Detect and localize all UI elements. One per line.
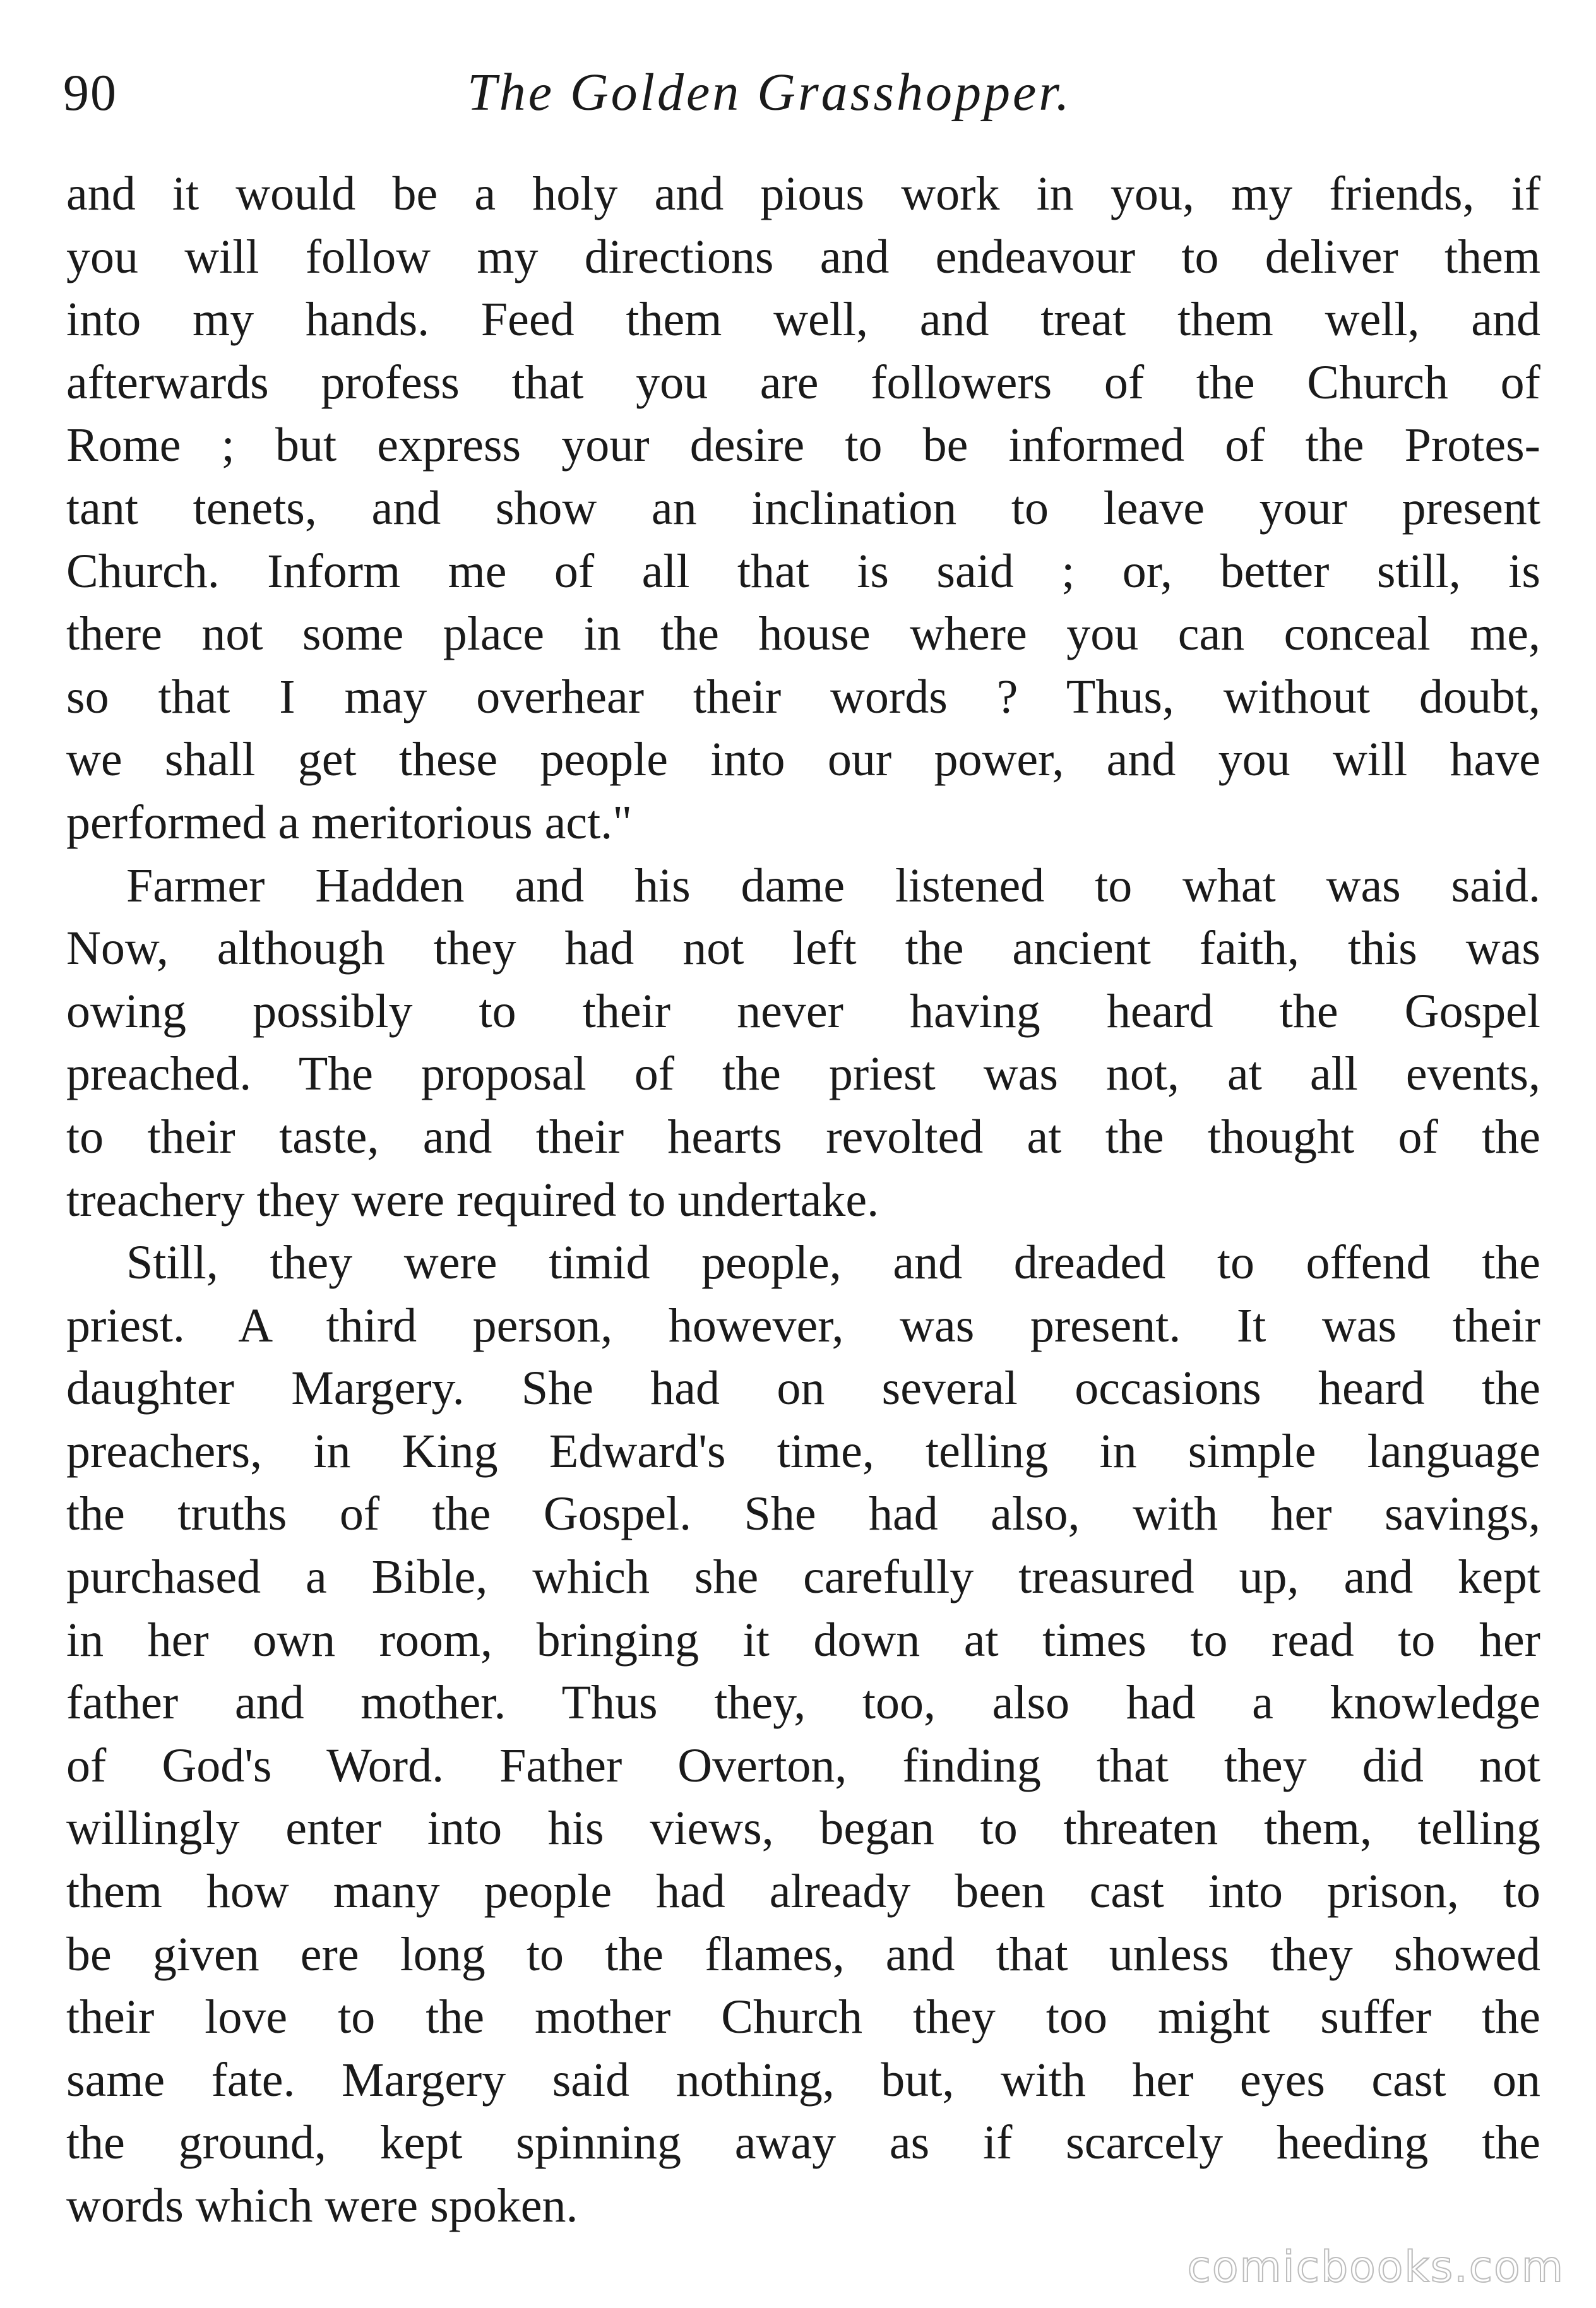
text-line: to their taste, and their hearts revolted at the thought of the [66, 1110, 1540, 1163]
text-line: treachery they were required to undertake. [66, 1173, 879, 1227]
text-line: them how many people had already been cast into prison, to [66, 1865, 1540, 1918]
text-line: purchased a Bible, which she carefully treasured up, and kept [66, 1550, 1540, 1604]
page-header [63, 58, 1528, 128]
text-line: be given ere long to the flames, and that unless they showed [66, 1927, 1540, 1981]
text-line: Rome ; but express your desire to be informed of the Protes- [66, 419, 1540, 472]
text-line: owing possibly to their never having heard the Gospel [66, 984, 1540, 1038]
text-line: their love to the mother Church they too might suffer the [66, 1990, 1540, 2044]
text-line: willingly enter into his views, began to threaten them, telling [66, 1802, 1540, 1855]
text-line: Now, although they had not left the ancient faith, this was [66, 922, 1540, 975]
text-line: there not some place in the house where you can conceal me, [66, 607, 1540, 661]
watermark: comicbooks.com [1187, 2242, 1564, 2292]
text-line: into my hands. Feed them well, and treat them well, and [66, 293, 1540, 347]
text-line: preachers, in King Edward's time, telling in simple language [66, 1424, 1540, 1478]
text-line: of God's Word. Father Overton, finding that they did not [66, 1739, 1540, 1792]
text-line: Still, they were timid people, and dreaded to offend the [126, 1236, 1540, 1290]
text-line: the ground, kept spinning away as if scarcely heeding the [66, 2116, 1540, 2170]
text-line: you will follow my directions and endeavour to deliver them [66, 230, 1540, 283]
text-line: in her own room, bringing it down at times to read to her [66, 1613, 1540, 1667]
running-title: The Golden Grasshopper. [467, 63, 1072, 122]
text-line: the truths of the Gospel. She had also, with her savings, [66, 1487, 1540, 1541]
text-line: so that I may overhear their words ? Thus, without doubt, [66, 670, 1540, 723]
text-line: we shall get these people into our power, and you will have [66, 733, 1540, 787]
text-line: performed a meritorious act." [66, 795, 633, 849]
text-line: tant tenets, and show an inclination to leave your present [66, 481, 1540, 535]
text-line: same fate. Margery said nothing, but, with her eyes cast on [66, 2053, 1540, 2107]
body-text [66, 163, 1540, 2238]
text-line: priest. A third person, however, was present. It was their [66, 1299, 1540, 1352]
text-line: Farmer Hadden and his dame listened to what was said. [126, 859, 1540, 912]
text-line: preached. The proposal of the priest was not, at all events, [66, 1047, 1540, 1101]
text-line: Church. Inform me of all that is said ; or, better still, is [66, 544, 1540, 598]
text-line: father and mother. Thus they, too, also had a knowledge [66, 1676, 1540, 1730]
text-line: afterwards profess that you are followers of the Church of [66, 355, 1540, 409]
text-line: words which were spoken. [66, 2179, 578, 2232]
page-number: 90 [63, 64, 117, 121]
text-line: daughter Margery. She had on several occasions heard the [66, 1362, 1540, 1415]
text-line: and it would be a holy and pious work in you, my friends, if [66, 167, 1540, 220]
